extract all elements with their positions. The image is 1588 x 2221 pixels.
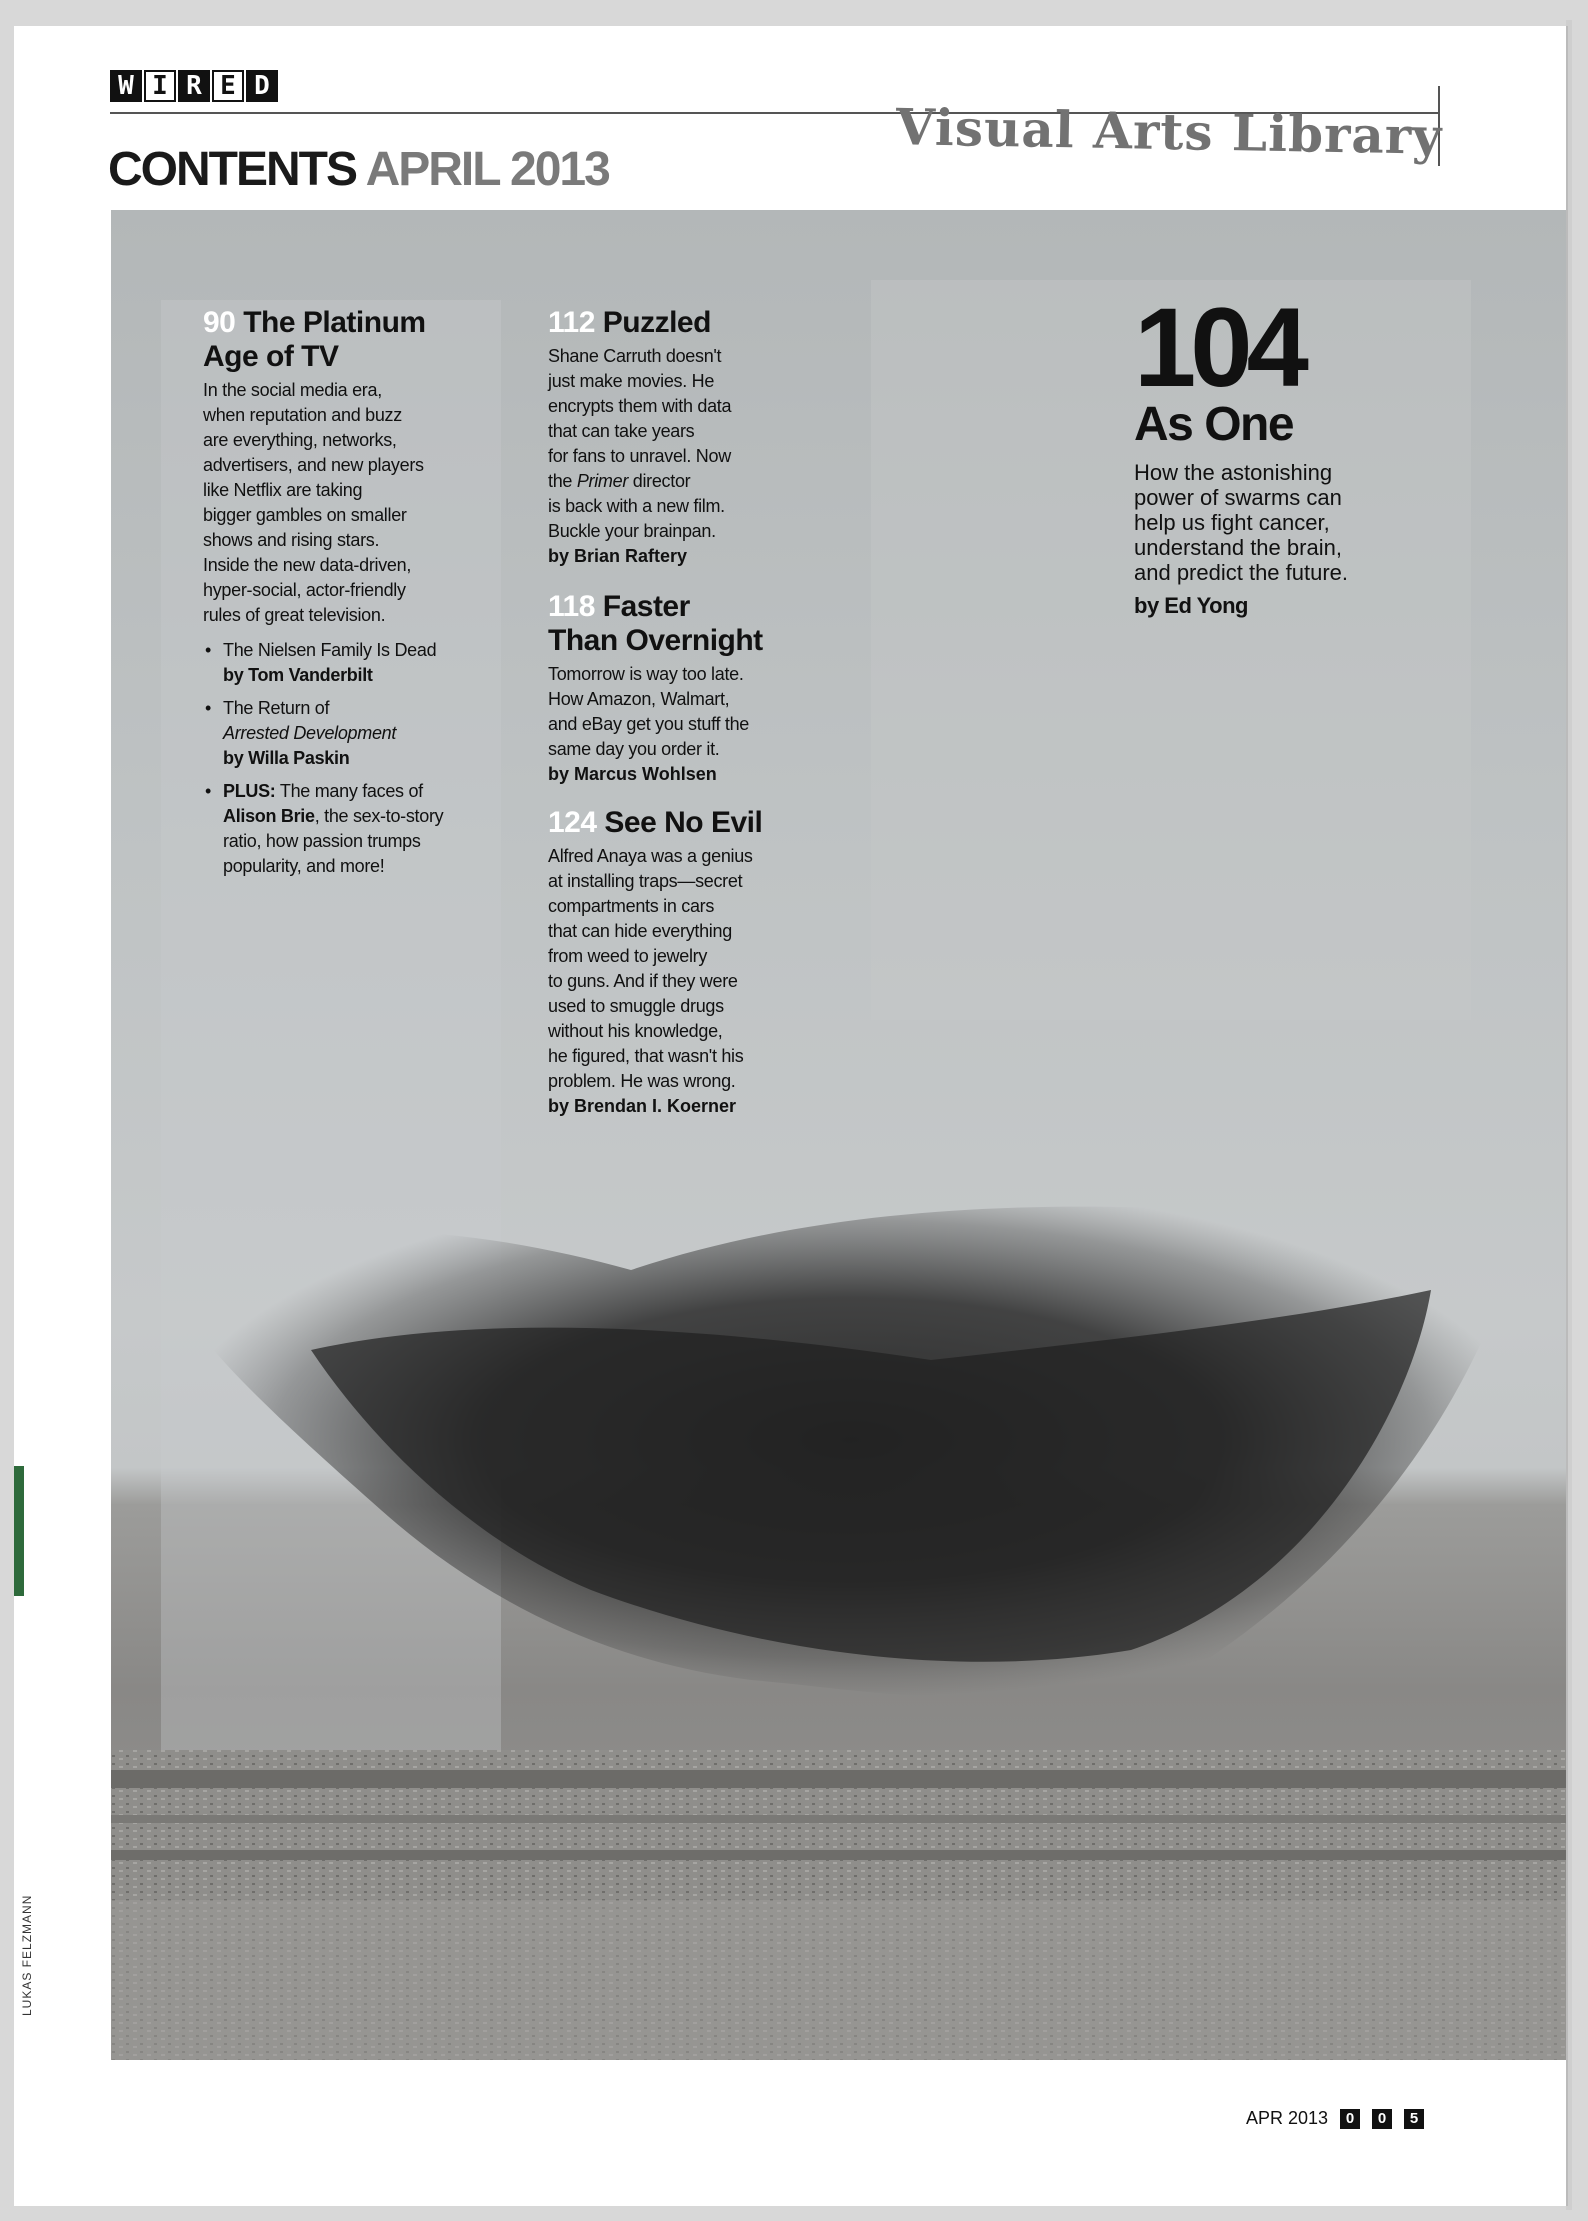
folio-date: APR 2013 [1246,2108,1329,2128]
folio-digit: 0 [1372,2109,1392,2129]
story-title[interactable] [548,590,828,658]
folio-digit: 0 [1340,2109,1360,2129]
page-folio [1246,2108,1424,2129]
binding-edge-mark [14,1466,24,1596]
list-item[interactable]: • PLUS: The many faces of Alison Brie, the sex-to-story ratio, how passion trumps popularity, and more! [203,779,483,879]
story-title[interactable] [548,806,828,840]
feature-page-number: 104 [1134,285,1303,410]
logo-letter: R [178,70,210,102]
logo-letter: W [110,70,142,102]
feature-story-104[interactable] [1134,285,1434,619]
magazine-page [14,26,1566,2206]
story-title-line: The Platinum [243,306,426,339]
byline: by Brian Raftery [548,546,688,566]
page-number: 90 [203,306,236,339]
page-number: 118 [548,590,595,623]
page-title [108,142,609,197]
feature-byline: by Ed Yong [1134,593,1248,618]
page-number: 112 [548,306,595,339]
byline: by Brendan I. Koerner [548,1096,737,1116]
foreground-field [111,1900,1566,2060]
feature-summary: How the astonishing power of swarms can help us fight cancer, understand the brain, and predict the future. [1134,460,1349,585]
story-title-line: Age of TV [203,340,339,373]
library-stamp: Visual Arts Library [895,97,1443,166]
field-stripe [111,1850,1566,1860]
story-title-line: Faster [602,590,690,623]
byline: by Willa Paskin [223,748,350,768]
logo-letter: E [212,70,244,102]
list-item[interactable]: • The Return of Arrested Development by Willa Paskin [203,696,483,771]
byline: by Marcus Wohlsen [548,764,717,784]
story-title-line: Than Overnight [548,624,763,657]
list-item[interactable]: • The Nielsen Family Is Dead by Tom Vanderbilt [203,638,483,688]
logo-letter: D [246,70,278,102]
field-stripe [111,1815,1566,1823]
story-title-line: Puzzled [602,306,711,339]
treeline [111,1770,1566,1788]
wired-logo [110,70,278,102]
contents-label: CONTENTS [108,143,356,196]
story-90[interactable] [203,306,483,887]
story-summary: Alfred Anaya was a genius at installing traps—secret compartments in cars that can hide everything from weed to jewelry to guns. And if they were used to smuggle drugs without his knowledge, he figured, that wasn't his problem. He was wrong. [548,846,753,1091]
story-124[interactable] [548,806,828,1119]
starling-murmuration-photo [111,210,1566,2060]
feature-title[interactable]: As One [1134,398,1294,451]
page-number: 124 [548,806,597,839]
logo-letter: I [144,70,176,102]
story-title[interactable] [203,306,483,374]
related-stories-list [203,638,483,879]
byline: by Tom Vanderbilt [223,665,373,685]
page-edge [1566,20,1572,2210]
story-112[interactable] [548,306,818,569]
story-title-line: See No Evil [604,806,763,839]
story-title[interactable] [548,306,818,340]
story-118[interactable] [548,590,828,787]
story-summary: Tomorrow is way too late. How Amazon, Walmart, and eBay get you stuff the same day you order it. [548,664,750,759]
photo-credit: LUKAS FELZMANN [20,1894,34,2016]
story-summary: Shane Carruth doesn't just make movies. He encrypts them with data that can take years for fans to unravel. Now the Primer director is back with a new film. Buckle your brainpan. [548,346,732,541]
issue-date: APRIL 2013 [365,143,609,196]
story-summary: In the social media era, when reputation and buzz are everything, networks, advertisers, and new players like Netflix are taking bigger gambles on smaller shows and rising stars. Inside the new data-driven, hyper-social, actor-friendly rules of great television. [203,380,424,625]
folio-digit: 5 [1404,2109,1424,2129]
